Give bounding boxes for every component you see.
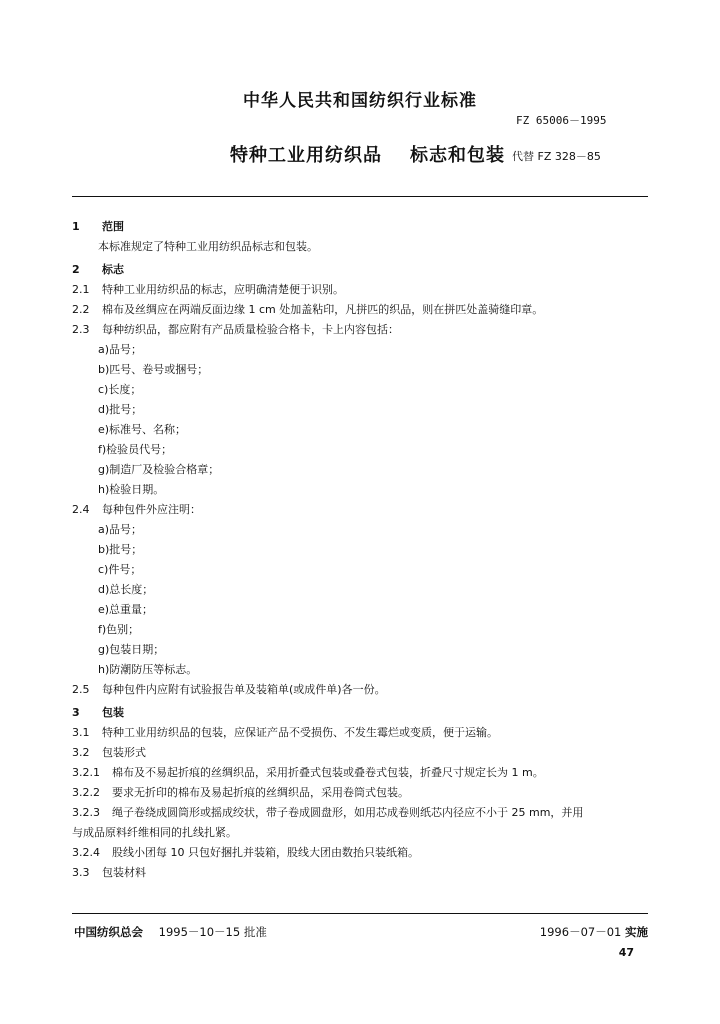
list-item: [72, 520, 652, 540]
section-heading: [72, 703, 652, 723]
list-item: [72, 460, 652, 480]
list-item: [72, 480, 652, 500]
document-body: [72, 214, 652, 883]
clause-number: 2.2: [72, 303, 90, 316]
paragraph: [72, 237, 652, 257]
header-divider: [72, 196, 648, 197]
list-item: [72, 580, 652, 600]
clause: [72, 300, 652, 320]
clause-text: 绳子卷绕成圆筒形或摇成绞状，带子卷成圆盘形，如用芯成卷则纸芯内径应不小于 25 mm，并用: [112, 806, 584, 819]
approval-date: 1995－10－15 批准: [158, 925, 267, 939]
implementation-info: [540, 924, 648, 940]
implementation-label: 实施: [625, 925, 648, 939]
clause-number: 2.1: [72, 283, 90, 296]
list-item: [72, 380, 652, 400]
implementation-date: 1996－07－01: [539, 925, 622, 939]
clause-text: 每种包件外应注明：: [102, 503, 201, 516]
clause-number: 2.5: [72, 683, 90, 696]
list-item-text: e)标准号、名称；: [98, 423, 187, 436]
list-item: [72, 600, 652, 620]
document-title-part1: 特种工业用纺织品: [230, 145, 382, 166]
list-item-text: d)批号；: [98, 403, 143, 416]
list-item-text: f)色别；: [98, 623, 140, 636]
clause-number: 3.2.1: [72, 766, 100, 779]
approval-info: [74, 924, 267, 940]
clause-number: 3.2.2: [72, 786, 100, 799]
standard-category-title: 中华人民共和国纺织行业标准: [243, 91, 477, 111]
clause: [72, 763, 652, 783]
list-item-text: b)批号；: [98, 543, 143, 556]
clause: [72, 320, 652, 340]
clause: [72, 500, 652, 520]
list-item: [72, 340, 652, 360]
list-item-text: c)件号；: [98, 563, 142, 576]
clause-number: 3.2.4: [72, 846, 100, 859]
list-item-text: e)总重量；: [98, 603, 154, 616]
clause-text: 棉布及不易起折痕的丝绸织品，采用折叠式包装或叠卷式包装，折叠尺寸规定长为 1 m。: [112, 766, 544, 779]
list-item: [72, 560, 652, 580]
clause-number: 3.1: [72, 726, 90, 739]
clause-text: 特种工业用纺织品的包装，应保证产品不受损伤、不发生霉烂或变质，便于运输。: [102, 726, 498, 739]
clause-text: 要求无折印的棉布及易起折痕的丝绸织品，采用卷筒式包装。: [112, 786, 409, 799]
section-title: 范围: [102, 220, 124, 233]
clause: [72, 843, 652, 863]
paragraph-text: 本标准规定了特种工业用纺织品标志和包装。: [98, 240, 318, 253]
footer-divider: [72, 913, 648, 914]
clause-text: 特种工业用纺织品的标志，应明确清楚便于识别。: [102, 283, 344, 296]
clause: [72, 680, 652, 700]
clause: [72, 743, 652, 763]
section-title: 标志: [102, 263, 124, 276]
clause: [72, 723, 652, 743]
document-title: [230, 141, 505, 167]
clause-number: 3.2.3: [72, 806, 100, 819]
section-number: 3: [72, 706, 80, 719]
clause-text: 每种包件内应附有试验报告单及装箱单(或成件单)各一份。: [102, 683, 386, 696]
clause-number: 3.3: [72, 866, 90, 879]
list-item: [72, 540, 652, 560]
clause: [72, 863, 652, 883]
list-item-text: b)匹号、卷号或捆号；: [98, 363, 209, 376]
list-item-text: g)制造厂及检验合格章；: [98, 463, 220, 476]
clause: [72, 803, 652, 823]
replaces-standard: 代替 FZ 328－85: [512, 150, 601, 163]
clause: [72, 783, 652, 803]
list-item: [72, 360, 652, 380]
section-title: 包装: [102, 706, 124, 719]
list-item: [72, 420, 652, 440]
list-item-text: a)品号；: [98, 343, 143, 356]
list-item-text: c)长度；: [98, 383, 142, 396]
clause-text: 股线小团每 10 只包好捆扎并装箱，股线大团由数抬只装纸箱。: [112, 846, 419, 859]
section-heading: [72, 217, 652, 237]
section-heading: [72, 260, 652, 280]
clause-text: 包装材料: [102, 866, 146, 879]
clause-continuation: [72, 823, 652, 843]
clause: [72, 280, 652, 300]
document-title-part2: 标志和包装: [410, 145, 505, 166]
list-item: [72, 440, 652, 460]
list-item-text: a)品号；: [98, 523, 143, 536]
clause-text: 与成品原料纤维相同的扎线扎紧。: [72, 826, 237, 839]
clause-number: 3.2: [72, 746, 90, 759]
page-number: 47: [618, 946, 634, 959]
list-item: [72, 620, 652, 640]
clause-number: 2.4: [72, 503, 90, 516]
clause-text: 棉布及丝绸应在两端反面边缘 1 cm 处加盖粘印，凡拼匹的织品，则在拼匹处盖骑缝印章。: [102, 303, 544, 316]
list-item-text: f)检验员代号；: [98, 443, 173, 456]
list-item: [72, 400, 652, 420]
issuing-organization: 中国纺织总会: [74, 925, 143, 939]
section-number: 1: [72, 220, 80, 233]
section-number: 2: [72, 263, 80, 276]
list-item-text: d)总长度；: [98, 583, 154, 596]
list-item: [72, 660, 652, 680]
list-item: [72, 640, 652, 660]
clause-text: 每种纺织品，都应附有产品质量检验合格卡，卡上内容包括：: [102, 323, 399, 336]
standard-number: FZ 65006－1995: [516, 114, 607, 127]
list-item-text: h)检验日期。: [98, 483, 165, 496]
list-item-text: g)包装日期；: [98, 643, 165, 656]
clause-text: 包装形式: [102, 746, 146, 759]
list-item-text: h)防潮防压等标志。: [98, 663, 198, 676]
clause-number: 2.3: [72, 323, 90, 336]
